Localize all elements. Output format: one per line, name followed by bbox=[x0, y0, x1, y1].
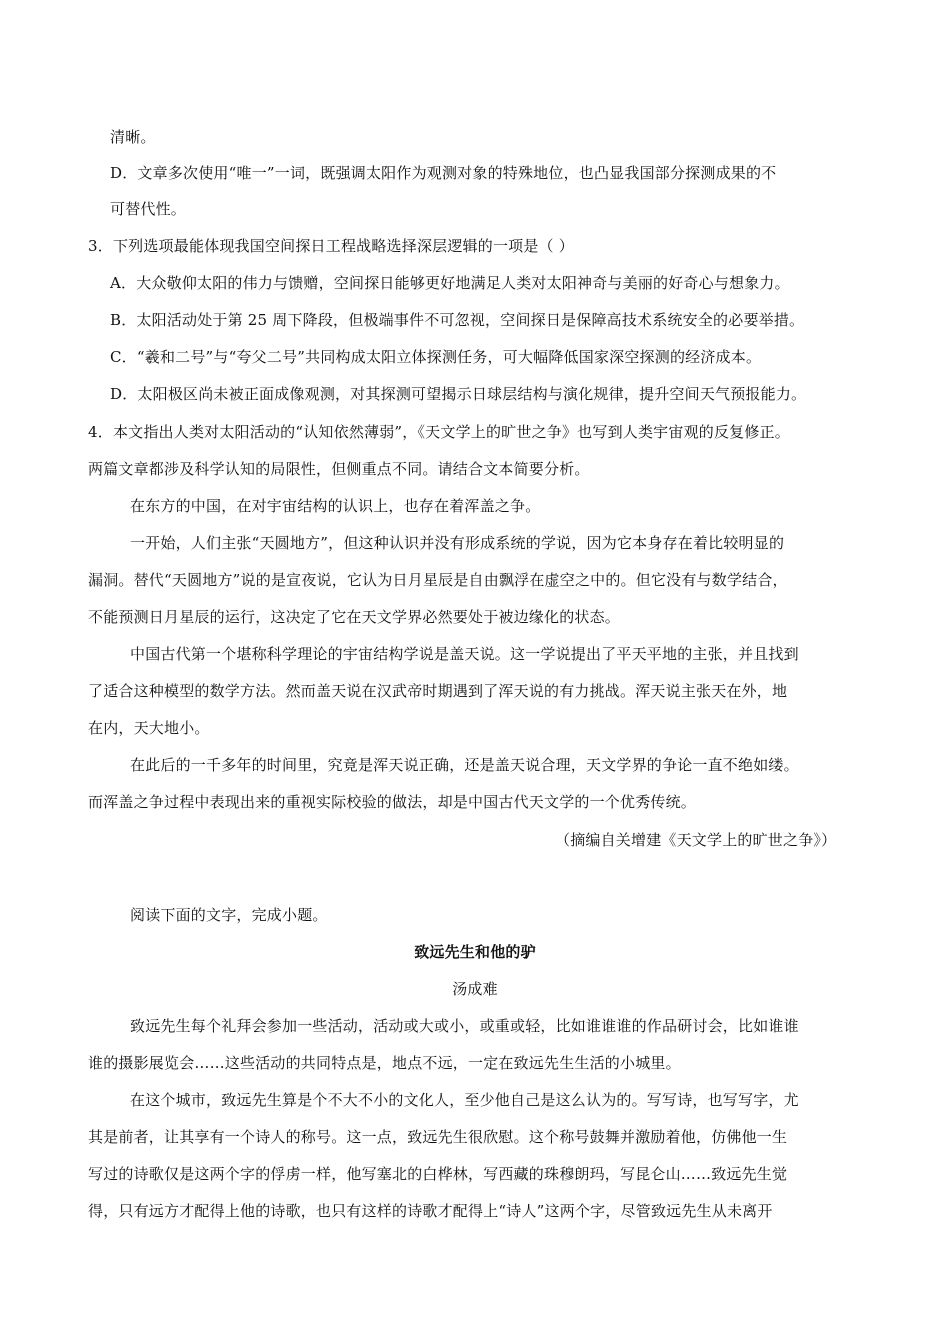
excerpt-paragraph-2-line2: 漏洞。替代“天圆地方”说的是宣夜说，它认为日月星辰是自由飘浮在虚空之中的。但它没有与数学结合， bbox=[88, 571, 788, 589]
excerpt-paragraph-3-line1: 中国古代第一个堪称科学理论的宇宙结构学说是盖天说。这一学说提出了平天平地的主张，并且找到 bbox=[130, 645, 799, 663]
story-paragraph-1-line2: 谁的摄影展览会……这些活动的共同特点是，地点不远，一定在致远先生生活的小城里。 bbox=[88, 1054, 681, 1072]
excerpt-paragraph-3-line3: 在内，天大地小。 bbox=[88, 719, 210, 737]
q4-stem-line2: 两篇文章都涉及科学认知的局限性，但侧重点不同。请结合文本简要分析。 bbox=[88, 460, 590, 478]
story-paragraph-2-line2: 其是前者，让其享有一个诗人的称号。这一点，致远先生很欣慰。这个称号鼓舞并激励着他，仿佛他一生 bbox=[88, 1128, 788, 1146]
q4-stem-line1: 4．本文指出人类对太阳活动的“认知依然薄弱”，《天文学上的旷世之争》也写到人类宇宙观的反复修正。 bbox=[88, 423, 790, 441]
q3-stem: 3．下列选项最能体现我国空间探日工程战略选择深层逻辑的一项是（ ） bbox=[88, 237, 574, 255]
excerpt-paragraph-4-line2: 而浑盖之争过程中表现出来的重视实际校验的做法，却是中国古代天文学的一个优秀传统。 bbox=[88, 793, 697, 811]
story-paragraph-1-line1: 致远先生每个礼拜会参加一些活动，活动或大或小，或重或轻，比如谁谁谁的作品研讨会，比如谁谁 bbox=[130, 1017, 799, 1035]
reading-instruction: 阅读下面的文字，完成小题。 bbox=[130, 906, 328, 924]
q3-option-a: A．大众敬仰太阳的伟力与馈赠，空间探日能够更好地满足人类对太阳神奇与美丽的好奇心与想象力。 bbox=[110, 274, 790, 292]
q3-option-d: D．太阳极区尚未被正面成像观测，对其探测可望揭示日球层结构与演化规律，提升空间天气预报能力。 bbox=[110, 385, 807, 403]
q2-option-d-line2: 可替代性。 bbox=[110, 200, 187, 218]
story-paragraph-2-line1: 在这个城市，致远先生算是个不大不小的文化人，至少他自己是这么认为的。写写诗，也写写字，尤 bbox=[130, 1091, 799, 1109]
story-paragraph-2-line4: 得，只有远方才配得上他的诗歌，也只有这样的诗歌才配得上“诗人”这两个字，尽管致远先生从未离开 bbox=[88, 1202, 773, 1220]
q2-option-d-line1: D．文章多次使用“唯一”一词，既强调太阳作为观测对象的特殊地位，也凸显我国部分探测成果的不 bbox=[110, 164, 777, 182]
excerpt-paragraph-1: 在东方的中国，在对宇宙结构的认识上，也存在着浑盖之争。 bbox=[130, 497, 541, 515]
excerpt-paragraph-4-line1: 在此后的一千多年的时间里，究竟是浑天说正确，还是盖天说合理，天文学界的争论一直不绝如缕。 bbox=[130, 756, 799, 774]
excerpt-paragraph-3-line2: 了适合这种模型的数学方法。然而盖天说在汉武帝时期遇到了浑天说的有力挑战。浑天说主张天在外，地 bbox=[88, 682, 788, 700]
excerpt-paragraph-2-line3: 不能预测日月星辰的运行，这决定了它在天文学界必然要处于被边缘化的状态。 bbox=[88, 608, 621, 626]
excerpt-source: （摘编自关增建《天文学上的旷世之争》） bbox=[555, 831, 837, 849]
story-author: 汤成难 bbox=[452, 980, 498, 998]
q2-option-c-tail: 清晰。 bbox=[110, 128, 156, 146]
story-paragraph-2-line3: 写过的诗歌仅是这两个字的俘虏一样，他写塞北的白桦林，写西藏的珠穆朗玛，写昆仑山……致远先生觉 bbox=[88, 1165, 788, 1183]
excerpt-paragraph-2-line1: 一开始，人们主张“天圆地方”，但这种认识并没有形成系统的学说，因为它本身存在着比较明显的 bbox=[130, 534, 785, 552]
story-title: 致远先生和他的驴 bbox=[414, 943, 536, 961]
q3-option-c: C．“羲和二号”与“夸父二号”共同构成太阳立体探测任务，可大幅降低国家深空探测的经济成本。 bbox=[110, 348, 762, 366]
q3-option-b: B．太阳活动处于第 25 周下降段，但极端事件不可忽视，空间探日是保障高技术系统安全的必要举措。 bbox=[110, 311, 805, 329]
